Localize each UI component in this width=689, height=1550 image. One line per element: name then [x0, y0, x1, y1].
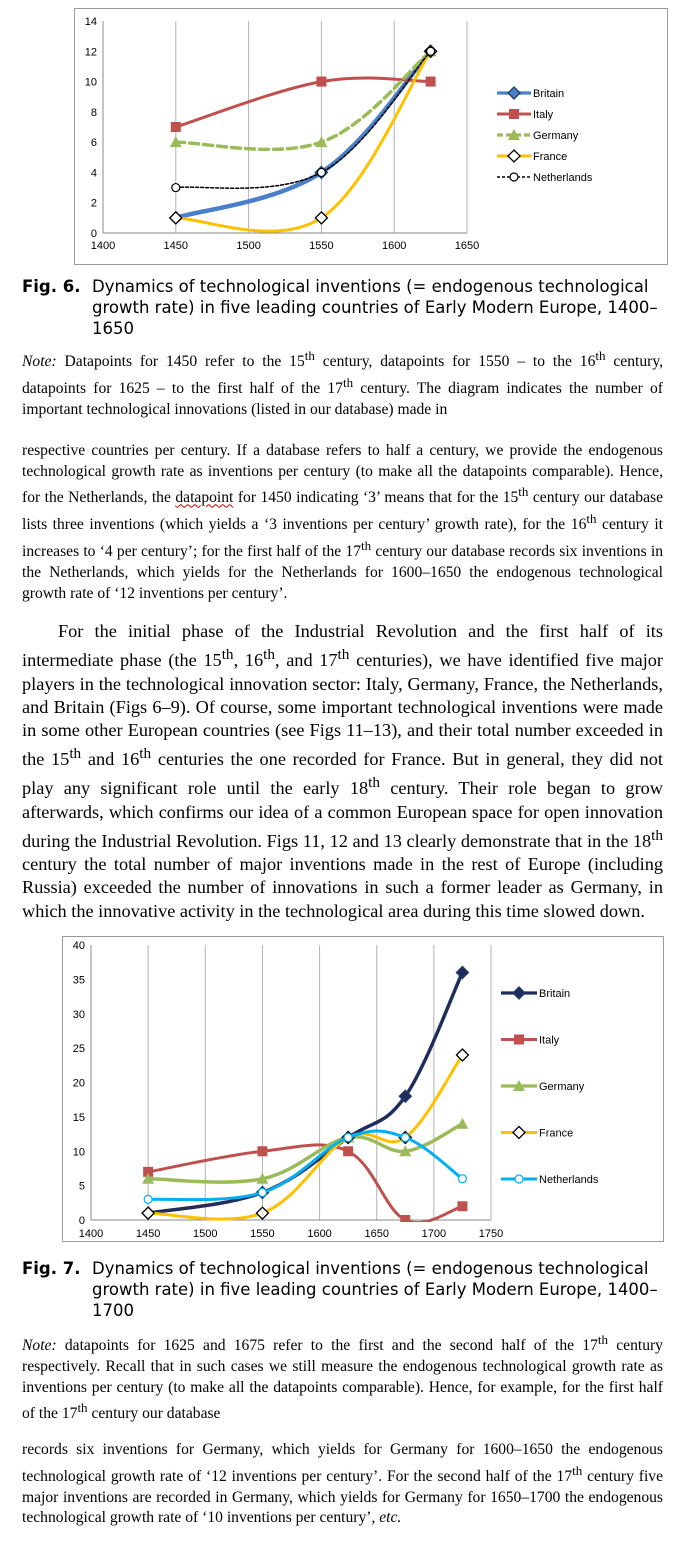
- sup: th: [139, 745, 152, 763]
- note-text: century our database: [87, 1405, 221, 1423]
- series-group: [170, 45, 437, 231]
- y-tick-label: 10: [72, 1146, 85, 1159]
- note-text: for 1450 indicating ‘3’ means that for the 15: [233, 489, 519, 507]
- y-tick-label: 4: [90, 167, 97, 180]
- figure-6-note-continued: [22, 441, 663, 604]
- legend-label-italy: Italy: [539, 1034, 560, 1047]
- data-point-italy: [457, 1201, 467, 1211]
- x-tick-label: 1400: [90, 240, 116, 252]
- legend-label-britain: Britain: [539, 988, 571, 1000]
- data-point-netherlands: [317, 168, 325, 176]
- sup: th: [69, 745, 82, 763]
- legend-marker-netherlands: [515, 1175, 523, 1183]
- figure-7-caption: [22, 1258, 667, 1321]
- body-text: century the total number of major inventions made in the rest of Europe (including Russia) exceeded the number of innovations in such a former leader as Germany, in which the innovative activity in the technological area during this time slowed down.: [22, 854, 663, 921]
- figure-7-chart: [62, 936, 664, 1242]
- body-text: , and 17: [274, 650, 338, 671]
- note-text: century respectively. Recall that in such cases we still measure the endogenous technological growth rate as inventions per century (to make all the datapoints comparable). Hence, for example, for the first half of the 17: [22, 1337, 663, 1423]
- data-point-italy: [316, 77, 326, 87]
- note-text: century. The diagram indicates the number of important technological innovations (listed in our database) made in: [22, 380, 663, 418]
- legend-label-france: France: [539, 1127, 574, 1140]
- y-tick-label: 2: [90, 197, 97, 210]
- y-tick-label: 30: [72, 1008, 85, 1021]
- x-tick-label: 1500: [236, 240, 261, 252]
- sup: th: [342, 374, 354, 390]
- note-text: records six inventions for Germany, which yields for Germany for 1600–1650 the endogenous technological growth rate of ‘12 inventions per century’. For the second half of the 17: [22, 1441, 663, 1485]
- data-point-netherlands: [344, 1134, 352, 1142]
- series-group: [142, 967, 468, 1226]
- legend-marker-netherlands: [510, 173, 518, 181]
- series-line-netherlands: [148, 1131, 462, 1200]
- sup: th: [595, 348, 606, 363]
- x-tick-label: 1500: [193, 1228, 218, 1240]
- note-text: century, datapoints for 1625 – to the first half of the 17: [22, 353, 663, 398]
- note-text: century it increases to ‘4 per century’; for the first half of the 17: [22, 516, 663, 561]
- series-line-britain: [176, 51, 431, 218]
- figure-6-caption: [22, 276, 667, 339]
- data-point-italy: [343, 1146, 353, 1156]
- note-etc: etc.: [379, 1509, 402, 1527]
- figure-6-caption-text: Dynamics of technological inventions (= endogenous technological growth rate) in five leading countries of Early Modern Europe, 1400–1650: [92, 277, 658, 338]
- y-tick-label: 20: [72, 1077, 85, 1090]
- data-point-britain: [456, 967, 468, 979]
- y-tick-label: 0: [78, 1215, 85, 1227]
- sup: th: [368, 774, 380, 792]
- note-text: century our database lists three inventions (which yields a ‘3 inventions per century’ growth rate), for the 16: [22, 489, 664, 534]
- y-tick-label: 35: [72, 974, 85, 987]
- note-text: century our database records six inventions in the Netherlands, which yields for the Netherlands for 1600–1650 the endogenous technological growth rate of ‘12 inventions per century’.: [22, 543, 664, 602]
- y-tick-label: 8: [90, 106, 97, 119]
- figure-6-label: Fig. 6.: [22, 277, 81, 296]
- note-text: Datapoints for 1450 refer to the 15: [56, 353, 305, 371]
- x-tick-label: 1600: [307, 1228, 332, 1240]
- data-point-netherlands: [401, 1134, 409, 1142]
- sup: th: [337, 646, 350, 664]
- data-point-netherlands: [458, 1175, 466, 1183]
- sup: th: [361, 538, 372, 554]
- body-text: centuries the one recorded for France. But in general, they did not play any significant role until the early 18: [22, 749, 663, 799]
- y-tick-label: 14: [84, 16, 97, 28]
- y-tick-label: 25: [72, 1043, 85, 1056]
- legend-label-netherlands: Netherlands: [539, 1174, 599, 1186]
- figure-7-caption-text: Dynamics of technological inventions (= endogenous technological growth rate) in five leading countries of Early Modern Europe, 1400–1700: [92, 1259, 658, 1320]
- legend-marker-italy: [514, 1035, 524, 1045]
- y-tick-label: 0: [90, 228, 97, 240]
- note-text: century five major inventions are recorded in Germany, which yields for Germany for 1650–1700 the endogenous technological growth rate of ‘10 inventions per century’,: [22, 1467, 663, 1527]
- data-point-france: [170, 212, 182, 224]
- data-point-france: [142, 1207, 154, 1219]
- figure-6-note: [22, 346, 663, 420]
- note-text: century, datapoints for 1550 – to the 16: [314, 353, 596, 371]
- sup: th: [518, 484, 529, 500]
- x-tick-label: 1600: [381, 240, 407, 252]
- sup: th: [586, 511, 597, 527]
- x-tick-label: 1450: [163, 240, 189, 252]
- body-text: For the initial phase of the Industrial Revolution and the first half of its intermediate phase (the 15: [22, 621, 663, 671]
- note-text: datapoints for 1625 and 1675 refer to the first and the second half of the 17: [56, 1337, 598, 1355]
- y-tick-label: 12: [84, 46, 97, 59]
- sup: th: [651, 826, 663, 844]
- x-tick-label: 1650: [454, 240, 480, 252]
- x-tick-label: 1400: [78, 1228, 104, 1240]
- sup: th: [263, 646, 275, 664]
- y-tick-label: 40: [72, 940, 85, 952]
- legend-marker-france: [508, 150, 520, 162]
- y-tick-label: 6: [90, 137, 97, 150]
- legend-marker-britain: [508, 87, 520, 99]
- sup: th: [77, 1400, 88, 1416]
- x-tick-label: 1650: [364, 1228, 389, 1240]
- data-point-netherlands: [427, 47, 435, 55]
- legend-label-italy: Italy: [533, 109, 554, 121]
- series-line-germany: [148, 1124, 462, 1182]
- note-text: respective countries per century. If a database refers to half a century, we provide the endogenous technological growth rate as inventions per century (to make all the datapoints comparable). Hence, for the Netherlands, the: [22, 442, 663, 507]
- legend-marker-france: [513, 1127, 525, 1139]
- data-point-netherlands: [144, 1195, 152, 1203]
- legend-label-germany: Germany: [533, 130, 579, 142]
- body-text: , 16: [233, 650, 264, 671]
- data-point-germany: [456, 1118, 468, 1129]
- sup: th: [572, 1462, 583, 1478]
- note-lead: Note:: [22, 353, 57, 371]
- legend-label-netherlands: Netherlands: [533, 172, 593, 184]
- data-point-netherlands: [172, 184, 180, 192]
- sup: th: [304, 348, 315, 363]
- x-tick-label: 1450: [135, 1228, 161, 1240]
- data-point-italy: [400, 1215, 410, 1225]
- series-line-italy: [148, 1145, 462, 1223]
- x-tick-label: 1550: [309, 240, 334, 252]
- figure-6-svg: [75, 9, 667, 264]
- legend-label-germany: Germany: [539, 1081, 585, 1093]
- legend-marker-italy: [509, 109, 519, 119]
- figure-6-chart: [74, 8, 668, 265]
- data-point-netherlands: [258, 1189, 266, 1197]
- legend-label-france: France: [533, 151, 568, 163]
- data-point-italy: [257, 1146, 267, 1156]
- sup: th: [597, 1332, 608, 1347]
- body-text: and 16: [81, 749, 140, 770]
- x-tick-label: 1750: [478, 1228, 504, 1240]
- data-point-germany: [315, 136, 327, 147]
- spellcheck-underlined-word: datapoint: [175, 489, 234, 507]
- series-line-britain: [148, 973, 462, 1214]
- y-tick-label: 10: [84, 76, 97, 89]
- body-text: centuries), we have identified five major players in the technological innovation sector: Italy, Germany, France, the Netherlands, and Britain (Figs 6–9). Of course, some important technological inventions were made in some other European countries (see Figs 11–13), and their total number exceeded in the 15: [22, 650, 664, 770]
- data-point-italy: [171, 122, 181, 132]
- legend-marker-britain: [513, 987, 525, 999]
- figure-7-svg: [63, 937, 663, 1241]
- body-text: century. Their role began to grow afterwards, which confirms our idea of a common European space for open innovation during the Industrial Revolution. Figs 11, 12 and 13 clearly demonstrate that in the 18: [22, 778, 664, 851]
- sup: th: [221, 646, 234, 664]
- figure-7-note-continued: [22, 1440, 663, 1529]
- data-point-france: [256, 1207, 268, 1219]
- x-tick-label: 1550: [250, 1228, 275, 1240]
- body-paragraph: [22, 620, 663, 923]
- y-tick-label: 5: [78, 1180, 85, 1193]
- legend-label-britain: Britain: [533, 88, 565, 100]
- note-lead: Note:: [22, 1337, 57, 1355]
- data-point-italy: [426, 77, 436, 87]
- x-tick-label: 1700: [421, 1228, 447, 1240]
- y-tick-label: 15: [72, 1111, 85, 1124]
- figure-7-note: [22, 1330, 663, 1425]
- figure-7-label: Fig. 7.: [22, 1259, 81, 1278]
